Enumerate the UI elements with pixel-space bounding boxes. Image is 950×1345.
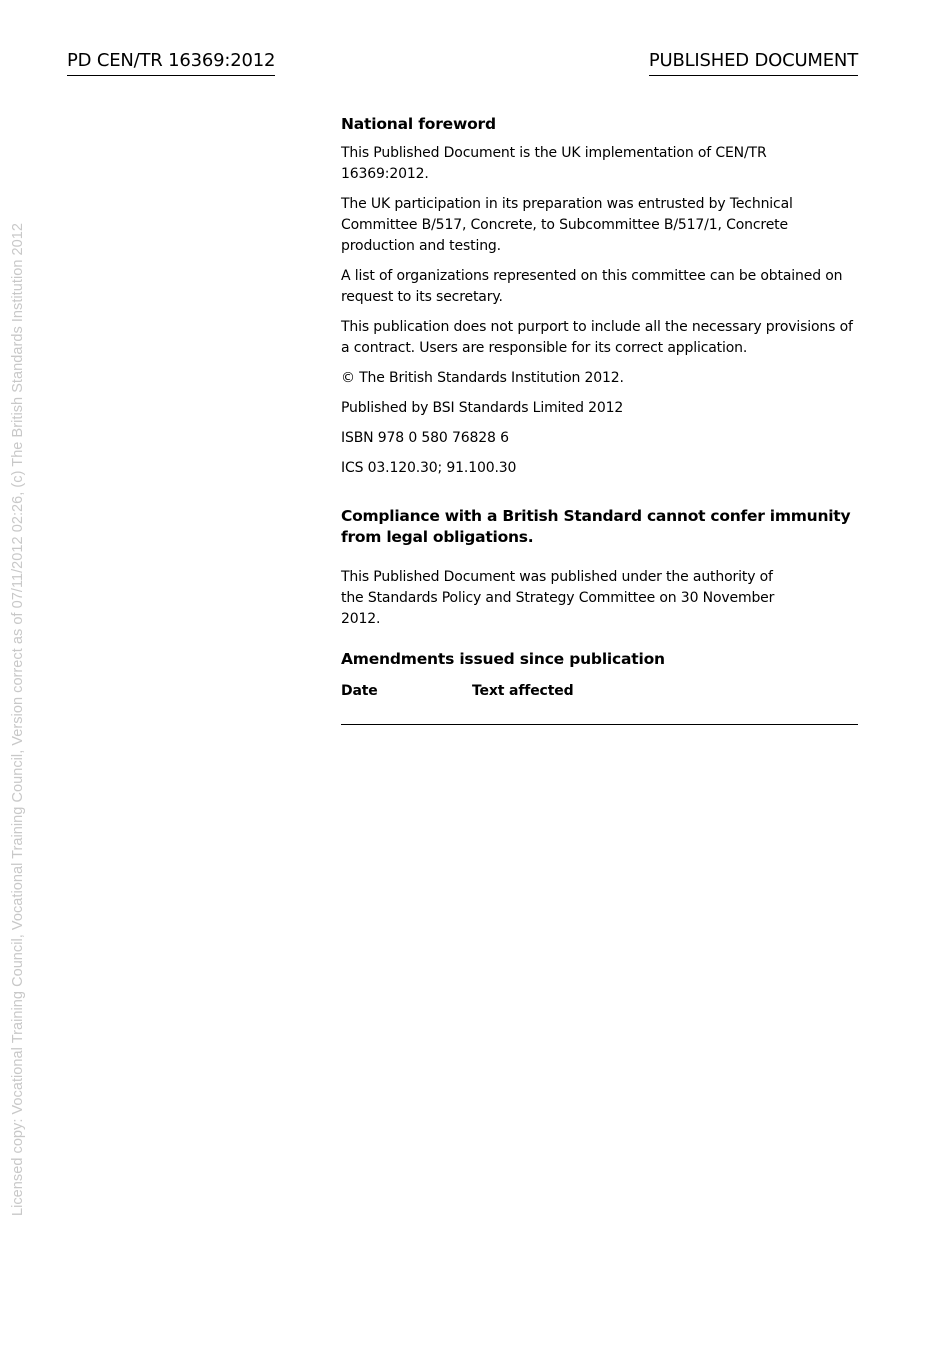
table-divider bbox=[341, 724, 858, 725]
column-header-text-affected: Text affected bbox=[472, 683, 574, 699]
license-watermark: Licensed copy: Vocational Training Council, Vocational Training Council, Version correct as of 07/11/2012 02:26, (c) The British Standards Institution 2012 bbox=[10, 223, 26, 1216]
document-type-header: PUBLISHED DOCUMENT bbox=[649, 48, 858, 76]
foreword-section bbox=[341, 113, 858, 725]
foreword-paragraph: This Published Document is the UK implementation of CEN/TR 16369:2012. bbox=[341, 145, 767, 182]
document-id-header: PD CEN/TR 16369:2012 bbox=[67, 48, 275, 76]
isbn-line: ISBN 978 0 580 76828 6 bbox=[341, 430, 509, 446]
compliance-statement: Compliance with a British Standard cannot confer immunity from legal obligations. bbox=[341, 507, 851, 546]
foreword-paragraph: A list of organizations represented on this committee can be obtained on request to its secretary. bbox=[341, 268, 843, 305]
amendments-title: Amendments issued since publication bbox=[341, 650, 665, 668]
foreword-paragraph: The UK participation in its preparation was entrusted by Technical Committee B/517, Concrete, to Subcommittee B/517/1, Concrete production and testing. bbox=[341, 196, 793, 254]
copyright-line: © The British Standards Institution 2012. bbox=[341, 370, 624, 386]
publisher-line: Published by BSI Standards Limited 2012 bbox=[341, 400, 624, 416]
foreword-title: National foreword bbox=[341, 115, 496, 133]
column-header-date: Date bbox=[341, 683, 378, 699]
amendments-table-header bbox=[341, 681, 858, 702]
ics-line: ICS 03.120.30; 91.100.30 bbox=[341, 460, 517, 476]
foreword-paragraph: This publication does not purport to include all the necessary provisions of a contract. Users are responsible for its correct application. bbox=[341, 319, 853, 356]
authority-statement: This Published Document was published under the authority of the Standards Policy and Strategy Committee on 30 November 2012. bbox=[341, 569, 775, 627]
